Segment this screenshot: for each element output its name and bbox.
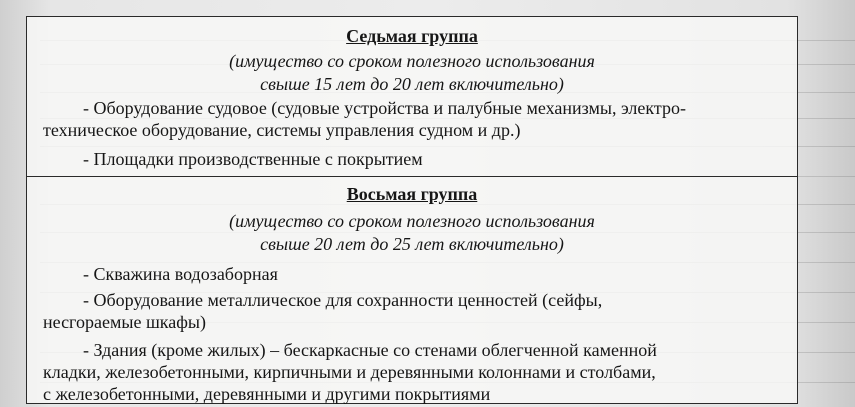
list-item (43, 263, 783, 285)
list-item (43, 339, 783, 405)
list-item-line: с железобетонными, деревянными и другими покрытиями (43, 384, 491, 404)
list-item (43, 97, 783, 141)
group-eight-subtitle-1: (имущество со сроком полезного использования (229, 211, 595, 231)
list-item (43, 148, 783, 170)
list-item-line: - Оборудование судовое (судовые устройства и палубные механизмы, электро- (83, 98, 686, 118)
list-item-line: техническое оборудование, системы управления судном и др.) (43, 120, 521, 140)
list-item-line: - Площадки производственные с покрытием (83, 149, 423, 169)
list-item-line: - Здания (кроме жилых) – бескаркасные со стенами облегченной каменной (83, 340, 657, 360)
list-item-line: кладки, железобетонными, кирпичными и деревянными колоннами и столбами, (43, 362, 656, 382)
group-seven-subtitle-2: свыше 15 лет до 20 лет включительно) (260, 74, 564, 94)
group-eight-subtitle-2: свыше 20 лет до 25 лет включительно) (260, 234, 564, 254)
group-seven-section (27, 17, 797, 175)
list-item-line: несгораемые шкафы) (43, 312, 207, 332)
group-seven-subtitle-1: (имущество со сроком полезного использования (229, 51, 595, 71)
list-item (43, 289, 783, 333)
classification-table (26, 16, 798, 404)
group-seven-title: Седьмая группа (346, 26, 478, 46)
group-eight-title: Восьмая группа (346, 184, 478, 204)
group-eight-section (27, 176, 797, 404)
list-item-line: - Оборудование металлическое для сохранности ценностей (сейфы, (83, 290, 603, 310)
list-item-line: - Скважина водозаборная (83, 264, 278, 284)
